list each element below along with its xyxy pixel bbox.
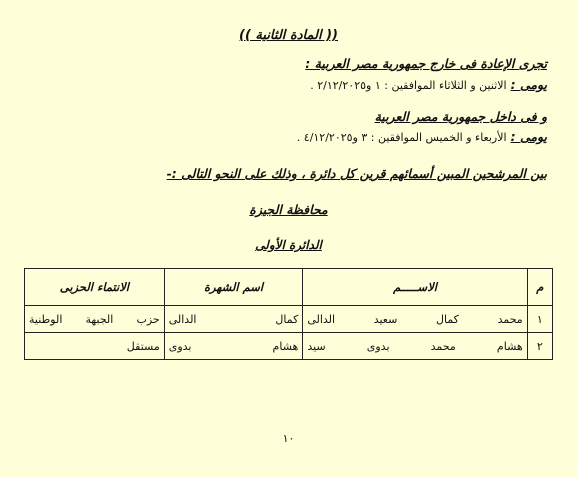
district-title: الدائرة الأولى <box>255 238 322 252</box>
header-fame: اسم الشهرة <box>164 269 303 306</box>
row-num: ٢ <box>527 333 552 360</box>
header-num: م <box>527 269 552 306</box>
row-party: حزب الجبهة الوطنية <box>25 306 165 333</box>
candidates-intro: بين المرشحين المبين أسمائهم قرين كل دائرة ، وذلك على النحو التالى :- <box>166 166 547 181</box>
table-header-row <box>25 269 553 306</box>
header-party: الانتماء الحزبى <box>25 269 165 306</box>
abroad-days-text: الاثنين و الثلاثاء الموافقين : ١ و٢/١٢/٢٠٢٥ . <box>310 79 507 92</box>
article-title: (( المادة الثانية )) <box>239 28 338 43</box>
abroad-heading: تجرى الإعادة فى خارج جمهورية مصر العربية : <box>305 56 547 71</box>
row-name: هشام محمد بدوى سيد <box>303 333 527 360</box>
row-name: محمد كمال سعيد الدالى <box>303 306 527 333</box>
page-number: ١٠ <box>282 432 295 445</box>
domestic-heading: و فى داخل جمهورية مصر العربية <box>374 109 547 124</box>
domestic-days <box>297 129 547 144</box>
domestic-days-text: الأربعاء و الخميس الموافقين : ٣ و٤/١٢/٢٠٢٥ . <box>296 131 507 144</box>
candidates-table <box>24 268 553 360</box>
abroad-days <box>310 77 547 92</box>
row-num: ١ <box>527 306 552 333</box>
table-row <box>25 333 553 360</box>
row-fame: هشام بدوى <box>164 333 303 360</box>
row-fame: كمال الدالى <box>164 306 303 333</box>
domestic-days-label: يومى : <box>510 129 547 144</box>
table-row <box>25 306 553 333</box>
row-party: مستقل <box>25 333 165 360</box>
header-name: الاســـــم <box>303 269 527 306</box>
abroad-days-label: يومى : <box>510 77 547 92</box>
governorate-title: محافظة الجيزة <box>249 202 328 217</box>
